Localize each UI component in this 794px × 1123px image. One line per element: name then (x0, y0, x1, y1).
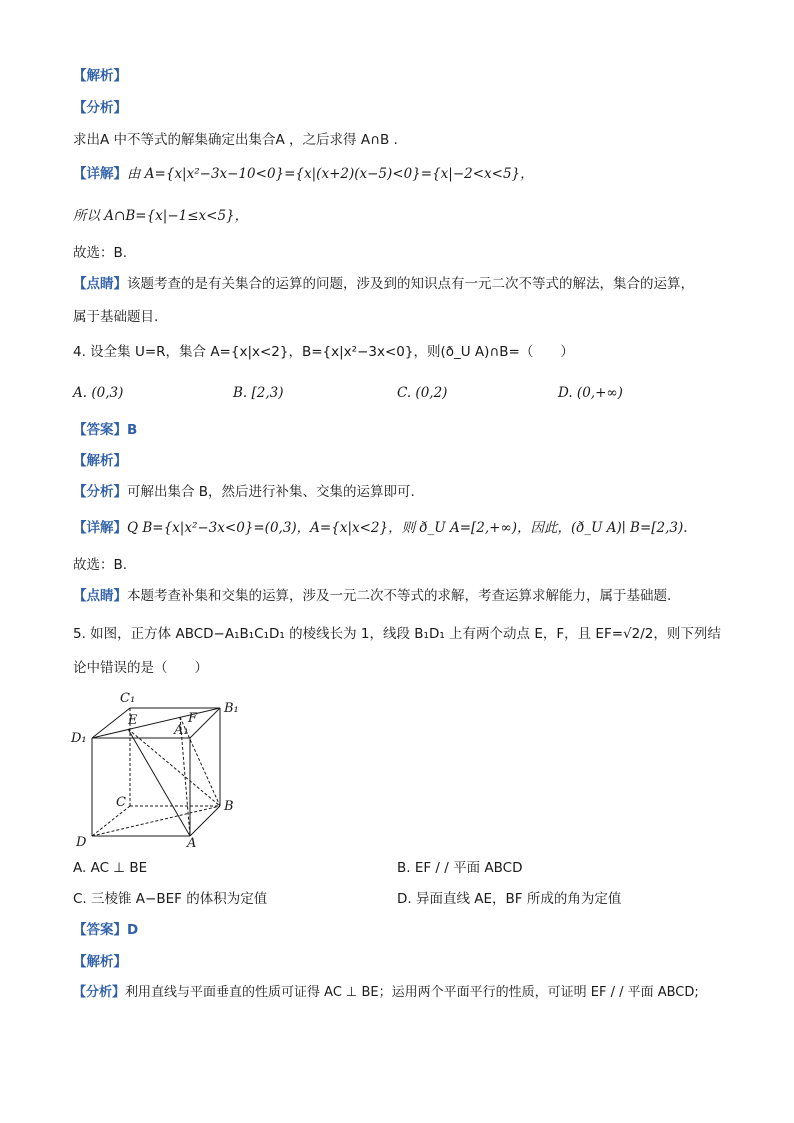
remark-text-cont: 属于基础题目. (73, 309, 159, 325)
analysis-tag-3: 【分析】 (73, 985, 126, 1000)
remark-text: 该题考查的是有关集合的运算的问题，涉及到的知识点有一元二次不等式的解法，集合的运算， (127, 276, 694, 292)
detail-text-2: Q B={x|x²−3x<0}=(0,3)，A={x|x<2}，则 ð_U A=[2,+∞)，因此，(ð_U A)∣ B=[2,3). (127, 520, 688, 536)
q4-option-a: A. (0,3) (73, 385, 124, 401)
detail-text: 由 A={x|x²−3x−10<0}={x|(x+2)(x−5)<0}={x|−2<x<5}， (127, 166, 534, 182)
analysis-line-2 (73, 482, 415, 502)
detail-line (73, 164, 534, 184)
question-4: 4. 设全集 U=R，集合 A={x|x<2}，B={x|x²−3x<0}，则(ð_U A)∩B=（ ） (73, 344, 574, 360)
q5-option-d: D. 异面直线 AE，BF 所成的角为定值 (397, 891, 622, 907)
detail-line-2 (73, 518, 688, 538)
q5-option-c: C. 三棱锥 A−BEF 的体积为定值 (73, 891, 268, 907)
analysis-line-3 (73, 983, 699, 1003)
label-d1: D₁ (71, 731, 87, 746)
answer-5: 【答案】D (73, 922, 139, 938)
intersection-text: 所以 A∩B={x|−1≤x<5}， (73, 208, 249, 224)
label-f: F (188, 711, 198, 726)
label-b1: B₁ (224, 701, 239, 716)
detail-tag-2: 【详解】 (73, 520, 127, 536)
label-e: E (128, 713, 138, 728)
q5-option-a: A. AC ⊥ BE (73, 860, 148, 876)
detail-tag: 【详解】 (73, 166, 127, 182)
label-a1: A₁ (174, 723, 189, 738)
section-fenxi: 【分析】 (73, 100, 127, 116)
question-5: 5. 如图，正方体 ABCD−A₁B₁C₁D₁ 的棱线长为 1，线段 B₁D₁ 上有两个动点 E，F，且 EF=√2/2，则下列结 (73, 626, 721, 642)
choose-text: 故选：B. (73, 245, 128, 261)
section-jiexi: 【解析】 (73, 68, 127, 84)
section-jiexi-2: 【解析】 (73, 453, 127, 469)
section-jiexi-3: 【解析】 (73, 954, 127, 970)
answer-4: 【答案】B (73, 422, 138, 438)
q4-option-d: D. (0,+∞) (558, 385, 623, 401)
remark-tag-2: 【点睛】 (73, 588, 127, 604)
q4-option-b: B. [2,3) (233, 385, 284, 401)
analysis-text-2: 可解出集合 B，然后进行补集、交集的运算即可. (127, 484, 415, 500)
remark-line (73, 274, 694, 294)
cube-figure (68, 686, 258, 852)
remark-text-2: 本题考查补集和交集的运算，涉及一元二次不等式的求解，考查运算求解能力，属于基础题. (127, 588, 672, 604)
q5-option-b: B. EF / / 平面 ABCD (397, 860, 523, 876)
analysis-text-3: 利用直线与平面垂直的性质可证得 AC ⊥ BE；运用两个平面平行的性质，可证明 EF / / 平面 ABCD; (125, 985, 699, 1000)
label-d: D (76, 835, 87, 850)
analysis-tag-2: 【分析】 (73, 484, 127, 500)
q4-option-c: C. (0,2) (397, 385, 448, 401)
label-b: B (224, 799, 234, 814)
label-c1: C₁ (120, 691, 136, 706)
label-c: C (116, 795, 126, 810)
analysis-text: 求出A 中不等式的解集确定出集合A ，之后求得 A∩B . (73, 132, 398, 148)
label-a: A (187, 836, 197, 851)
choose-text-2: 故选：B. (73, 557, 128, 573)
remark-tag: 【点睛】 (73, 276, 127, 292)
remark-line-2 (73, 586, 671, 606)
question-5-cont: 论中错误的是（ ） (73, 660, 208, 676)
